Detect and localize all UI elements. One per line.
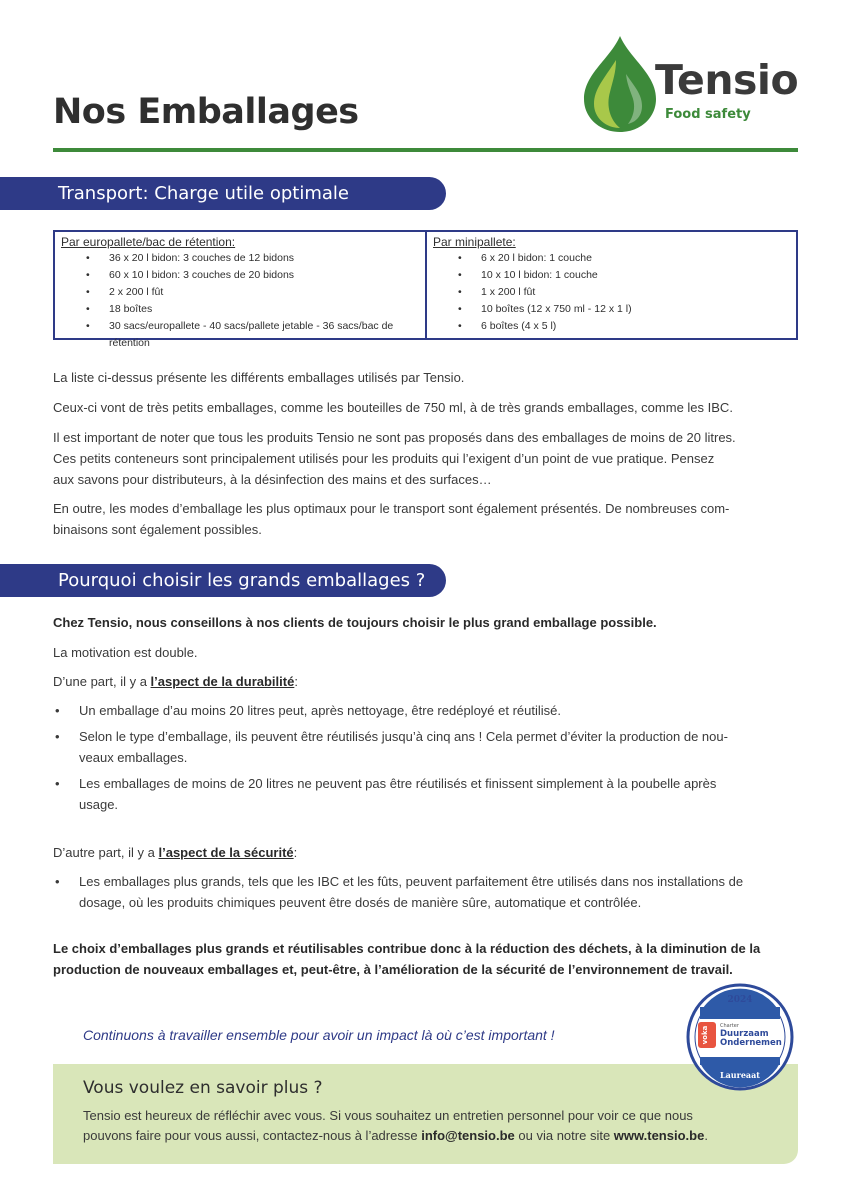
paragraph-small-packs-1: Il est important de noter que tous les produits Tensio ne sont pas proposés dans des emballages de moins de 20 litres.	[53, 430, 736, 445]
section-heading-why: Pourquoi choisir les grands emballages ?	[0, 564, 446, 597]
page-title: Nos Emballages	[53, 92, 359, 132]
bullet-security-1: • Les emballages plus grands, tels que les IBC et les fûts, peuvent parfaitement être utilisés dans nos installations de dosage, où les produits chimiques peuvent être dosés de manière sûre, automatique et contrôlée.	[53, 871, 801, 913]
footer-title: Vous voulez en savoir plus ?	[83, 1078, 323, 1098]
badge-brand: voka	[701, 1025, 709, 1045]
paragraph-motivation: La motivation est double.	[53, 645, 198, 660]
table-column-europallet	[55, 232, 427, 349]
paragraph-small-packs-2: Ces petits conteneurs sont principalement utilisés pour les produits qui l’exigent d’un point de vue pratique. Pensez	[53, 451, 715, 466]
packaging-table	[53, 230, 798, 349]
table-header-minipallet: Par minipallete:	[433, 235, 516, 249]
website-link[interactable]: www.tensio.be	[613, 1128, 705, 1143]
table-header-europallet: Par europallete/bac de rétention:	[61, 235, 236, 249]
logo-wordmark: Tensio	[655, 56, 799, 104]
logo-tagline: Food safety	[665, 107, 751, 122]
security-label: l’aspect de la sécurité	[158, 845, 294, 860]
paragraph-small-packs-3: aux savons pour distributeurs, à la désinfection des mains et des surfaces…	[53, 472, 492, 487]
footer-text: Tensio est heureux de réfléchir avec vous. Si vous souhaitez un entretien personnel pour voir ce que nous pouvons faire pour vous aussi, contactez-nous à l’adresse info@tensio.be ou via notre site www.tensio.be.	[83, 1108, 708, 1143]
email-link[interactable]: info@tensio.be	[421, 1128, 515, 1143]
security-intro: D’autre part, il y a l’aspect de la sécurité:	[53, 845, 298, 860]
list-item: • 36 x 20 l bidon: 3 couches de 12 bidons	[61, 250, 419, 267]
list-item: • 6 boîtes (4 x 5 l)	[433, 318, 790, 335]
badge-ribbon: Laureaat	[720, 1070, 760, 1080]
paragraph-range: Ceux-ci vont de très petits emballages, comme les bouteilles de 750 ml, à de très grands emballages, comme les IBC.	[53, 400, 733, 415]
list-item: • 2 x 200 l fût	[61, 284, 419, 301]
paragraph-intro: La liste ci-dessus présente les différents emballages utilisés par Tensio.	[53, 370, 465, 385]
bullet-durability-2: • Selon le type d’emballage, ils peuvent être réutilisés jusqu’à cinq ans ! Cela permet d’éviter la production de nou- veaux emballages.	[53, 726, 801, 768]
badge-line2: Ondernemen	[720, 1038, 782, 1048]
title-divider	[53, 148, 798, 152]
list-item: • 30 sacs/europallete - 40 sacs/pallete jetable - 36 sacs/bac de rétention	[61, 318, 419, 335]
badge-small: Charter	[720, 1023, 739, 1029]
durability-label: l’aspect de la durabilité	[150, 674, 295, 689]
lead-statement: Chez Tensio, nous conseillons à nos clients de toujours choisir le plus grand emballage possible.	[53, 615, 657, 630]
table-column-minipallet	[427, 232, 796, 338]
badge-year: 2024	[727, 995, 753, 1005]
badge-line1: Duurzaam	[720, 1029, 769, 1039]
list-item: • 6 x 20 l bidon: 1 couche	[433, 250, 790, 267]
bullet-durability-3: • Les emballages de moins de 20 litres ne peuvent pas être réutilisés et finissent simplement à la poubelle après usage.	[53, 773, 801, 815]
section-heading-transport: Transport: Charge utile optimale	[0, 177, 446, 210]
durability-intro: D’une part, il y a l’aspect de la durabilité:	[53, 674, 298, 689]
conclusion-line-2: production de nouveaux emballages et, peut-être, à l’amélioration de la sécurité de l’environnement de travail.	[53, 962, 733, 977]
list-item: • 10 x 10 l bidon: 1 couche	[433, 267, 790, 284]
conclusion-line-1: Le choix d’emballages plus grands et réutilisables contribue donc à la réduction des déchets, à la diminution de la	[53, 941, 761, 956]
list-item: • 18 boîtes	[61, 301, 419, 318]
paragraph-transport-2: binaisons sont également possibles.	[53, 522, 262, 537]
list-item: • 60 x 10 l bidon: 3 couches de 20 bidons	[61, 267, 419, 284]
bullet-durability-1: • Un emballage d’au moins 20 litres peut, après nettoyage, être redéployé et réutilisé.	[53, 700, 801, 721]
voka-laureate-badge-icon	[686, 983, 794, 1091]
paragraph-transport-1: En outre, les modes d’emballage les plus optimaux pour le transport sont également présentés. De nombreuses com-	[53, 501, 730, 516]
closing-statement: Continuons à travailler ensemble pour avoir un impact là où c’est important !	[83, 1027, 555, 1043]
list-item: • 10 boîtes (12 x 750 ml - 12 x 1 l)	[433, 301, 790, 318]
list-item: • 1 x 200 l fût	[433, 284, 790, 301]
